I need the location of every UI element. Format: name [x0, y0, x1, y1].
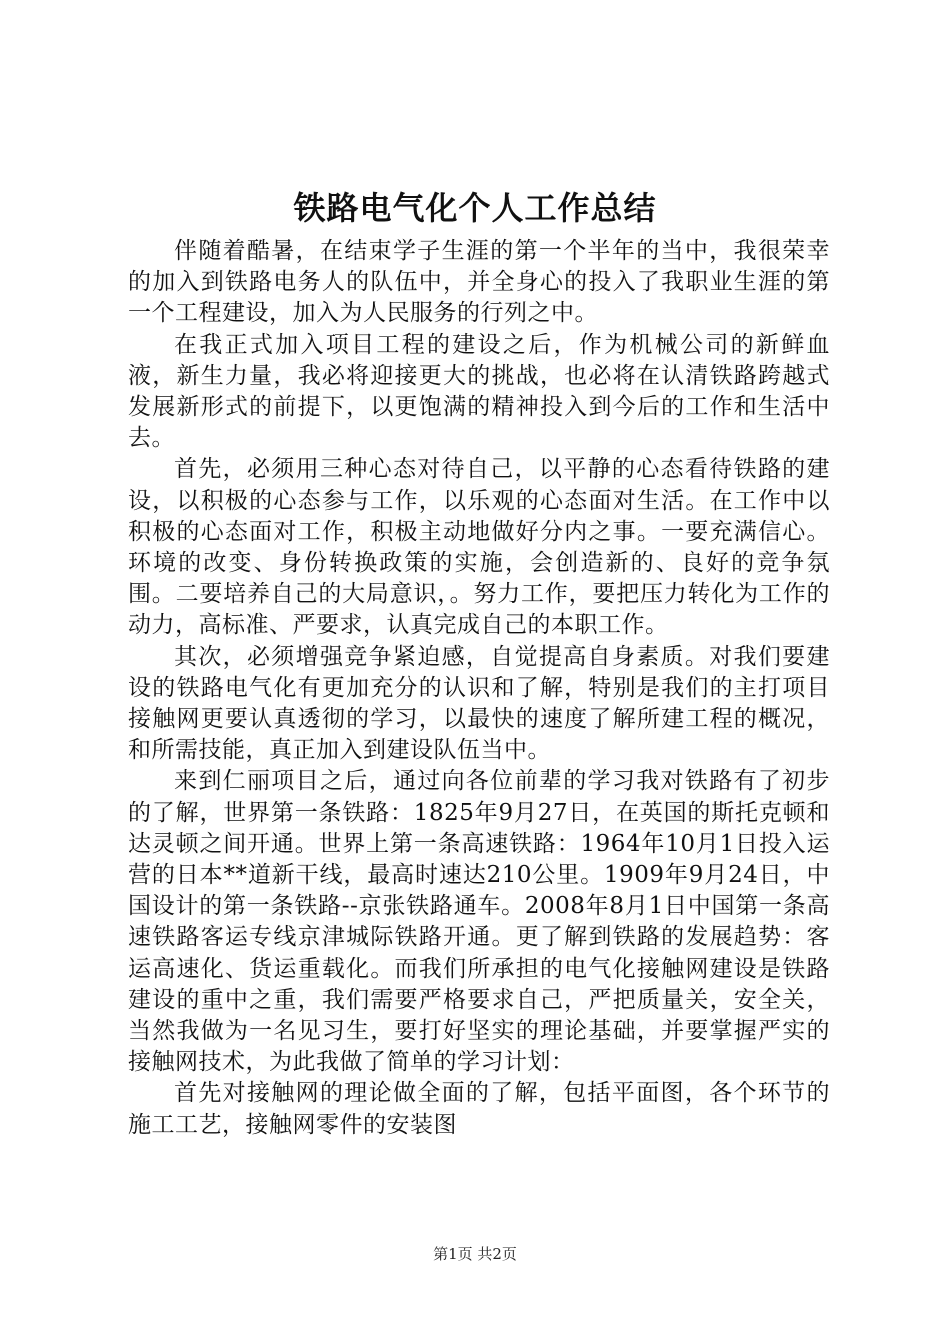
page-number-footer: 第1页 共2页	[433, 1245, 517, 1263]
paragraph-3: 首先，必须用三种心态对待自己，以平静的心态看待铁路的建设，以积极的心态参与工作，以乐观的心态面对生活。在工作中以积极的心态面对工作，积极主动地做好分内之事。一要充满信心。环境的改变、身份转换政策的实施，会创造新的、良好的竞争氛围。二要培养自己的大局意识，。努力工作，要把压力转化为工作的动力，高标准、严要求，认真完成自己的本职工作。	[128, 456, 830, 639]
paragraph-4: 其次，必须增强竞争紧迫感，自觉提高自身素质。对我们要建设的铁路电气化有更加充分的认识和了解，特别是我们的主打项目接触网更要认真透彻的学习，以最快的速度了解所建工程的概况，和所需技能，真正加入到建设队伍当中。	[128, 643, 830, 764]
paragraph-1: 伴随着酷暑，在结束学子生涯的第一个半年的当中，我很荣幸的加入到铁路电务人的队伍中，并全身心的投入了我职业生涯的第一个工程建设，加入为人民服务的行列之中。	[128, 238, 830, 327]
document-title: 铁路电气化个人工作总结	[293, 189, 657, 227]
paragraph-2: 在我正式加入项目工程的建设之后，作为机械公司的新鲜血液，新生力量，我必将迎接更大的挑战，也必将在认清铁路跨越式发展新形式的前提下，以更饱满的精神投入到今后的工作和生活中去。	[128, 331, 830, 452]
paragraph-6: 首先对接触网的理论做全面的了解，包括平面图，各个环节的施工工艺，接触网零件的安装图	[128, 1080, 830, 1138]
document-body	[128, 236, 830, 1141]
paragraph-5: 来到仁丽项目之后，通过向各位前辈的学习我对铁路有了初步的了解，世界第一条铁路：1825年9月27日，在英国的斯托克顿和达灵顿之间开通。世界上第一条高速铁路：1964年10月1日投入运营的日本**道新干线，最高时速达210公里。1909年9月24日，中国设计的第一条铁路--京张铁路通车。2008年8月1日中国第一条高速铁路客运专线京津城际铁路开通。更了解到铁路的发展趋势：客运高速化、货运重载化。而我们所承担的电气化接触网建设是铁路建设的重中之重，我们需要严格要求自己，严把质量关，安全关，当然我做为一名见习生，要打好坚实的理论基础，并要掌握严实的接触网技术，为此我做了简单的学习计划：	[128, 768, 830, 1076]
